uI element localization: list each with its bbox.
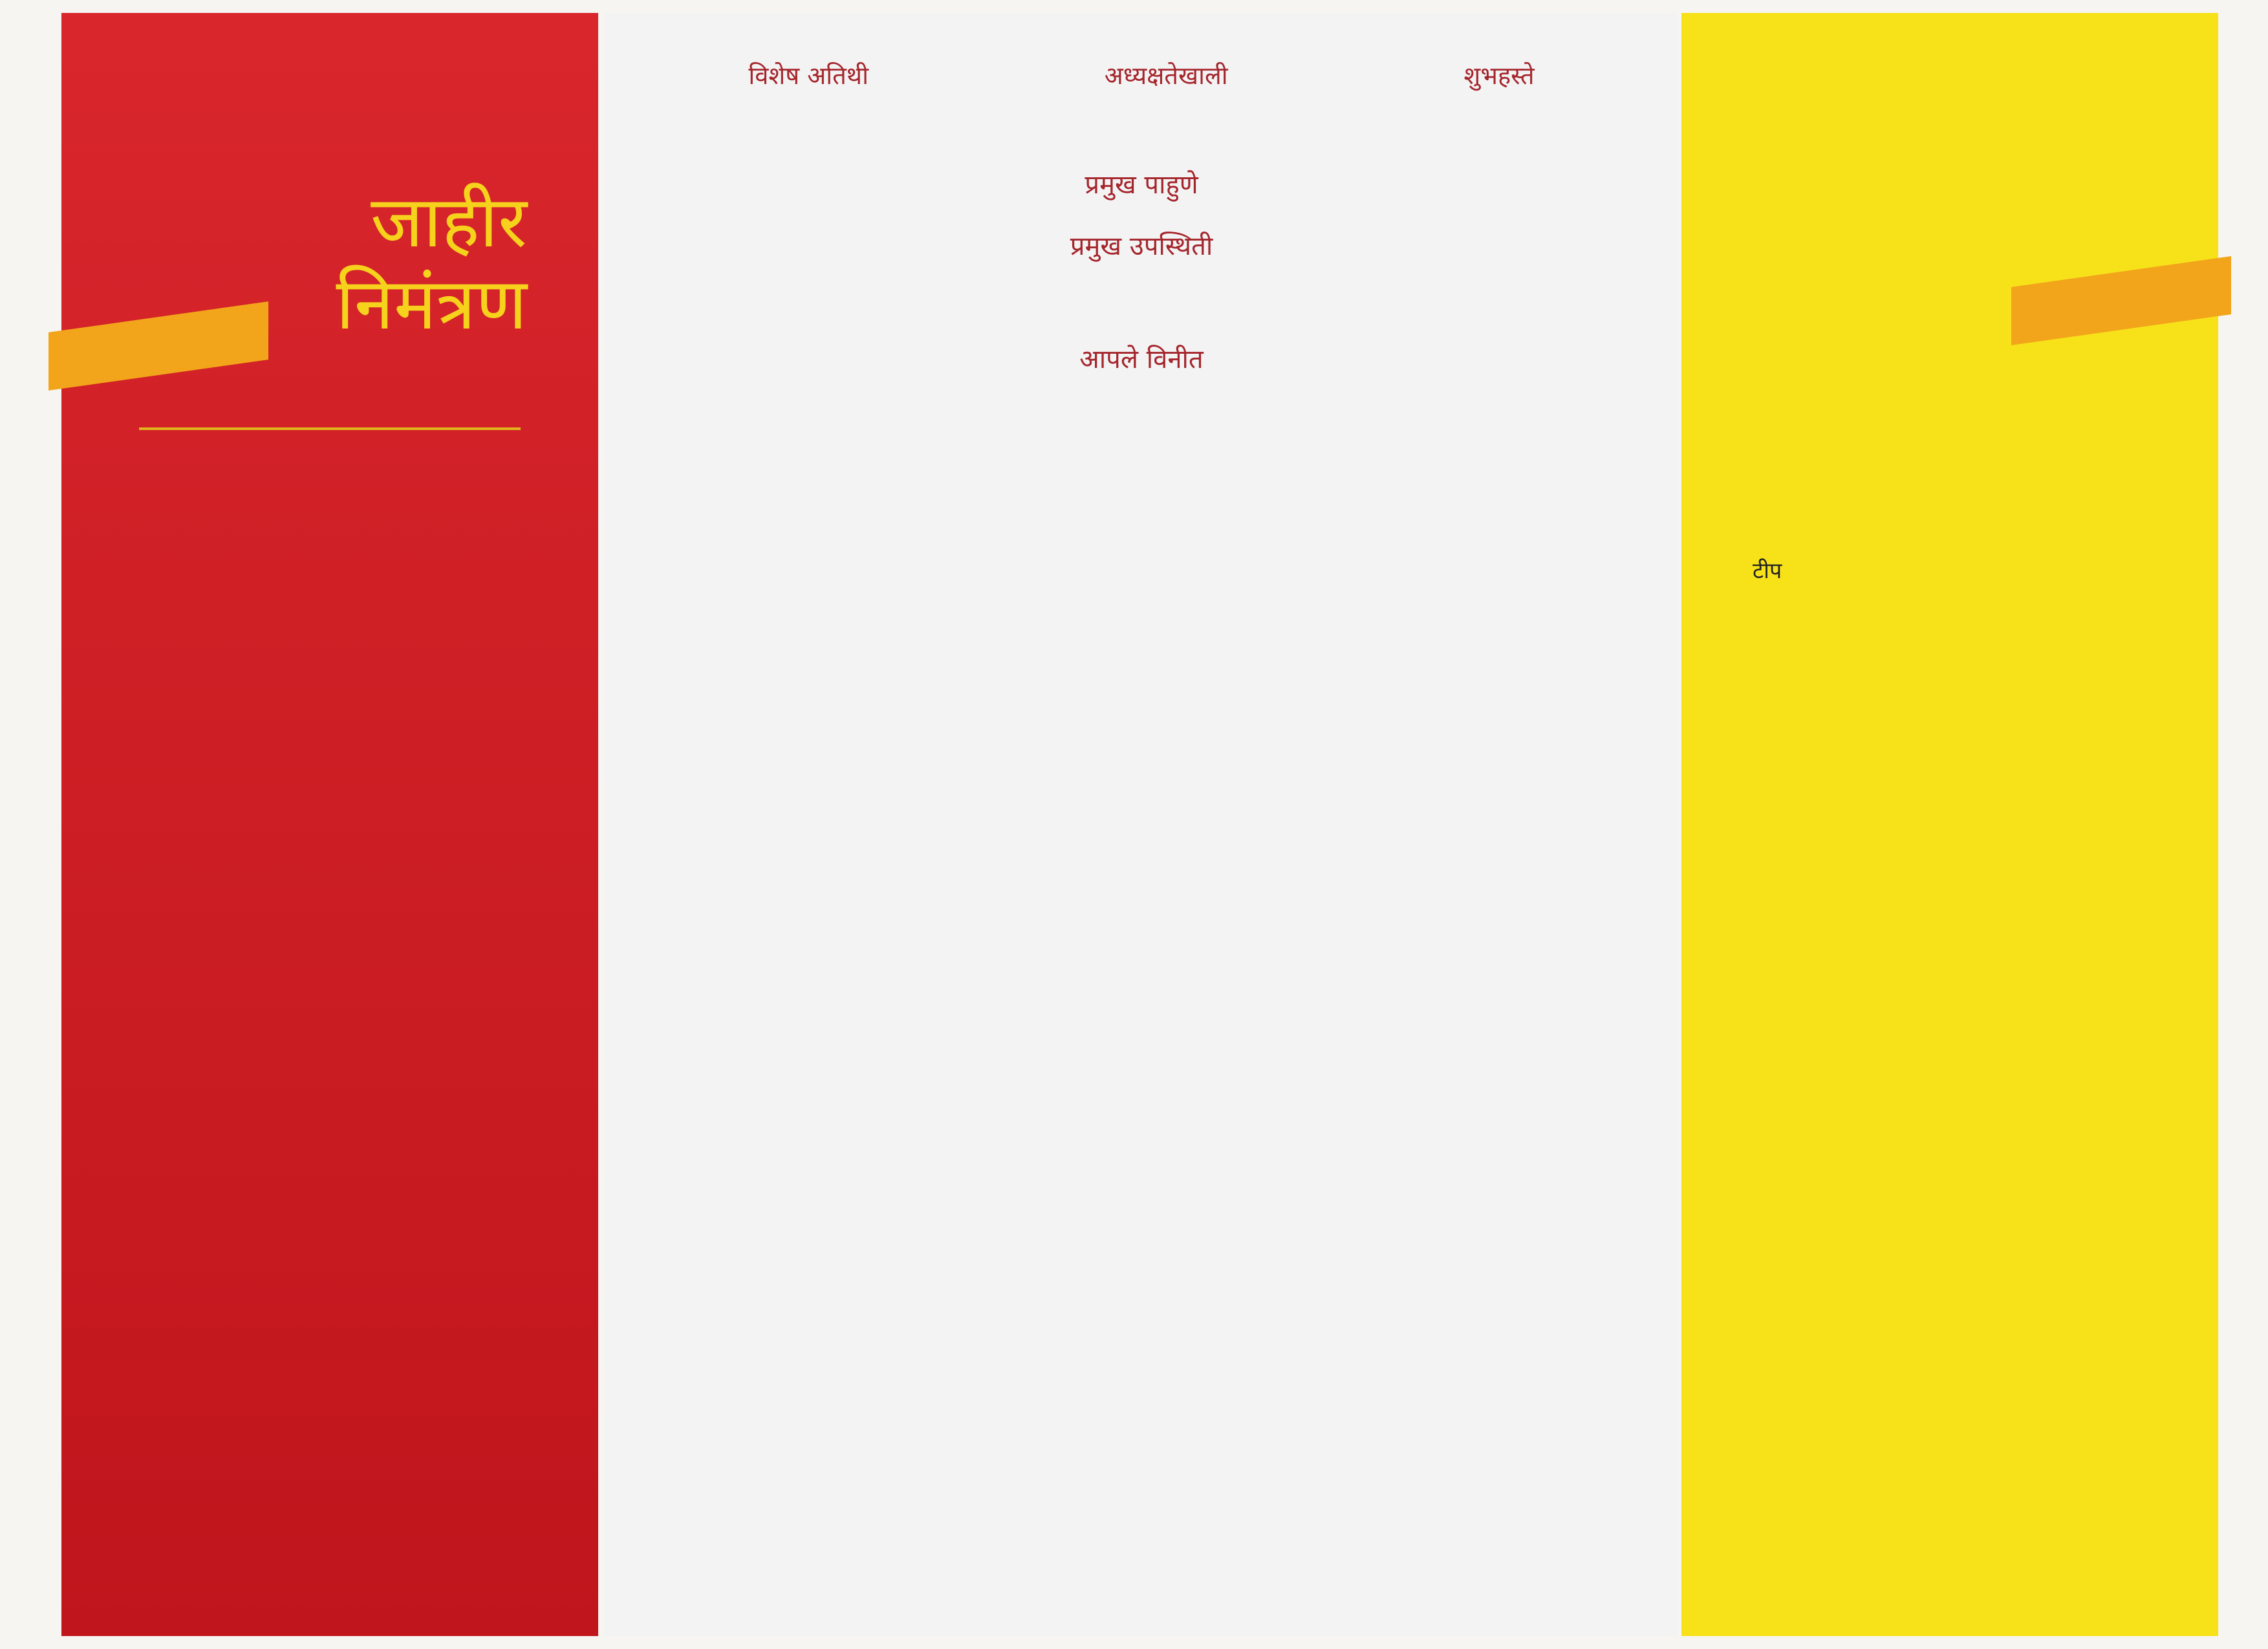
left-panel (61, 13, 598, 1636)
appeal-text (605, 288, 1678, 314)
middle-panel (605, 13, 1678, 1636)
invitation-title: जाहीर निमंत्रण (336, 180, 527, 345)
guest-card: विशेष अतिथी (748, 61, 869, 90)
section-heading: प्रमुख पाहुणे (1085, 170, 1198, 200)
section-heading: आपले विनीत (1079, 345, 1204, 374)
divider (139, 427, 521, 430)
right-panel (1681, 13, 2218, 1636)
event-date-time (1681, 354, 2218, 477)
guest-row (605, 13, 1678, 140)
councillors-line (605, 402, 1678, 427)
section-heading: प्रमुख उपस्थिती (1070, 232, 1213, 261)
tip-note: टीप (1753, 558, 1782, 584)
guest-card: शुभहस्ते (1463, 61, 1535, 90)
guest-card: अध्यक्षतेखाली (1104, 61, 1228, 90)
event-date-time (61, 456, 598, 553)
